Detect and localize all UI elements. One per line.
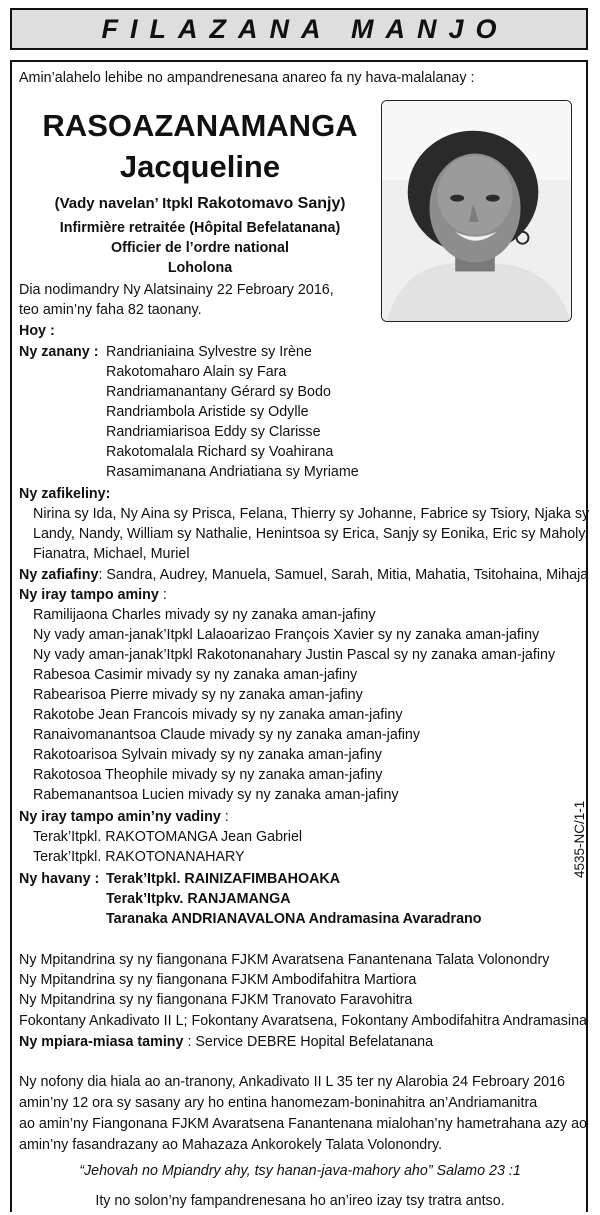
colleagues-text: : Service DEBRE Hopital Befelatanana <box>183 1034 434 1050</box>
great-grandchildren-label: Ny zafiafiny <box>19 567 99 583</box>
death-line-1: Dia nodimandry Ny Alatsinainy 22 Febroary 2016, <box>19 282 334 298</box>
funeral-line: Ny nofony dia hiala ao an-tranony, Ankadivato II L 35 ter ny Alarobia 24 Febroary 2016 <box>19 1074 566 1090</box>
intro-text: Amin’alahelo lehibe no ampandrenesana anareo fa ny hava-malalanay : <box>19 70 475 86</box>
grandchildren-line: Fianatra, Michael, Muriel <box>33 546 190 562</box>
child-item: Randrianiaina Sylvestre sy Irène <box>106 344 312 360</box>
child-item: Rasamimanana Andriatiana sy Myriame <box>106 464 359 480</box>
deceased-title-3: Loholona <box>167 260 233 276</box>
sibling-item: Ranaivomanantsoa Claude mivady sy ny zanaka aman-jafiny <box>33 727 421 743</box>
relative-item: Terak’Itpkl. RAINIZAFIMBAHOAKA <box>106 871 341 887</box>
grandchildren-line: Nirina sy Ida, Ny Aina sy Prisca, Felana, Thierry sy Johanne, Fabrice sy Tsiory, Njaka sy <box>33 506 590 522</box>
relative-item: Taranaka ANDRIANAVALONA Andramasina Avaradrano <box>106 911 482 927</box>
spouse-name: Rakotomavo Sanjy <box>197 195 341 212</box>
spouse-siblings-heading <box>19 808 229 826</box>
spouse-prefix: (Vady navelan’ Itpkl <box>54 195 194 212</box>
deceased-photo <box>381 100 572 322</box>
children-label: Ny zanany : <box>19 344 99 360</box>
sibling-item: Ny vady aman-janak’Itpkl Lalaoarizao François Xavier sy ny zanaka aman-jafiny <box>33 627 540 643</box>
death-line-2: teo amin’ny faha 82 taonany. <box>19 302 202 318</box>
colleagues-line <box>19 1033 433 1051</box>
spouse-line <box>20 194 380 214</box>
child-item: Randriamiarisoa Eddy sy Clarisse <box>106 424 321 440</box>
relatives-label: Ny havany : <box>19 871 100 887</box>
sibling-item: Rakotoarisoa Sylvain mivady sy ny zanaka aman-jafiny <box>33 747 382 763</box>
great-grandchildren-text: : Sandra, Audrey, Manuela, Samuel, Sarah, Mitia, Mahatia, Tsitohaina, Mihaja <box>98 567 589 583</box>
sibling-item: Rabesoa Casimir mivady sy ny zanaka aman-jafiny <box>33 667 358 683</box>
spouse-siblings-label: Ny iray tampo amin’ny vadiny <box>19 809 221 825</box>
header-banner <box>10 8 588 50</box>
church-item: Ny Mpitandrina sy ny fiangonana FJKM Tranovato Faravohitra <box>19 992 413 1008</box>
child-item: Rakotomalala Richard sy Voahirana <box>106 444 334 460</box>
deceased-given-name: Jacqueline <box>119 149 281 184</box>
church-item: Ny Mpitandrina sy ny fiangonana FJKM Ambodifahitra Martiora <box>19 972 417 988</box>
relative-item: Terak’Itpkv. RANJAMANGA <box>106 891 291 907</box>
spouse-siblings-suffix: : <box>220 809 229 825</box>
colleagues-label: Ny mpiara-miasa taminy <box>19 1034 184 1050</box>
siblings-label: Ny iray tampo aminy <box>19 587 159 603</box>
deceased-title-2: Officier de l’ordre national <box>111 240 289 256</box>
reference-code: 4535-NC/1-1 <box>572 800 587 878</box>
deceased-title-1: Infirmière retraitée (Hôpital Befelatanana) <box>59 220 341 236</box>
sibling-item: Rakotosoa Theophile mivady sy ny zanaka aman-jafiny <box>33 767 383 783</box>
sibling-item: Rabearisoa Pierre mivady sy ny zanaka aman-jafiny <box>33 687 363 703</box>
siblings-suffix: : <box>158 587 167 603</box>
hoy-label: Hoy : <box>19 323 55 339</box>
funeral-line: amin’ny 12 ora sy sasany ary ho entina hanomezam-boninahitra an’Andriamanitra <box>19 1095 538 1111</box>
closing-text: Ity no solon’ny fampandrenesana ho an’ireo izay tsy tratra antso. <box>95 1193 505 1209</box>
church-item: Ny Mpitandrina sy ny fiangonana FJKM Avaratsena Fanantenana Talata Volonondry <box>19 952 550 968</box>
sibling-item: Rakotobe Jean Francois mivady sy ny zanaka aman-jafiny <box>33 707 403 723</box>
bible-quote: “Jehovah no Mpiandry ahy, tsy hanan-java-mahory aho” Salamo 23 :1 <box>79 1163 521 1179</box>
grandchildren-line: Landy, Nandy, William sy Nathalie, Henintsoa sy Erica, Sanjy sy Eonika, Eric sy Maholy, <box>33 526 589 542</box>
church-item: Fokontany Ankadivato II L; Fokontany Avaratsena, Fokontany Ambodifahitra Andramasina <box>19 1013 587 1029</box>
header-title: FILAZANA MANJO <box>101 14 509 44</box>
funeral-line: amin’ny fasandrazany ao Mahazaza Ankorokely Talata Volonondry. <box>19 1137 443 1153</box>
spouse-sibling-item: Terak’Itpkl. RAKOTOMANGA Jean Gabriel <box>33 829 303 845</box>
portrait-image <box>382 101 571 321</box>
spouse-suffix: ) <box>340 195 346 212</box>
deceased-surname: RASOAZANAMANGA <box>42 108 358 143</box>
child-item: Randriambola Aristide sy Odylle <box>106 404 309 420</box>
funeral-line: ao amin’ny Fiangonana FJKM Avaratsena Fanantenana mialohan’ny hametrahana azy ao <box>19 1116 588 1132</box>
great-grandchildren-line <box>19 566 588 584</box>
sibling-item: Ramilijaona Charles mivady sy ny zanaka aman-jafiny <box>33 607 376 623</box>
child-item: Randriamanantany Gérard sy Bodo <box>106 384 331 400</box>
grandchildren-label: Ny zafikeliny: <box>19 486 111 502</box>
siblings-heading <box>19 586 167 604</box>
sibling-item: Ny vady aman-janak’Itpkl Rakotonanahary Justin Pascal sy ny zanaka aman-jafiny <box>33 647 556 663</box>
child-item: Rakotomaharo Alain sy Fara <box>106 364 287 380</box>
sibling-item: Rabemanantsoa Lucien mivady sy ny zanaka aman-jafiny <box>33 787 399 803</box>
spouse-sibling-item: Terak’Itpkl. RAKOTONANAHARY <box>33 849 245 865</box>
